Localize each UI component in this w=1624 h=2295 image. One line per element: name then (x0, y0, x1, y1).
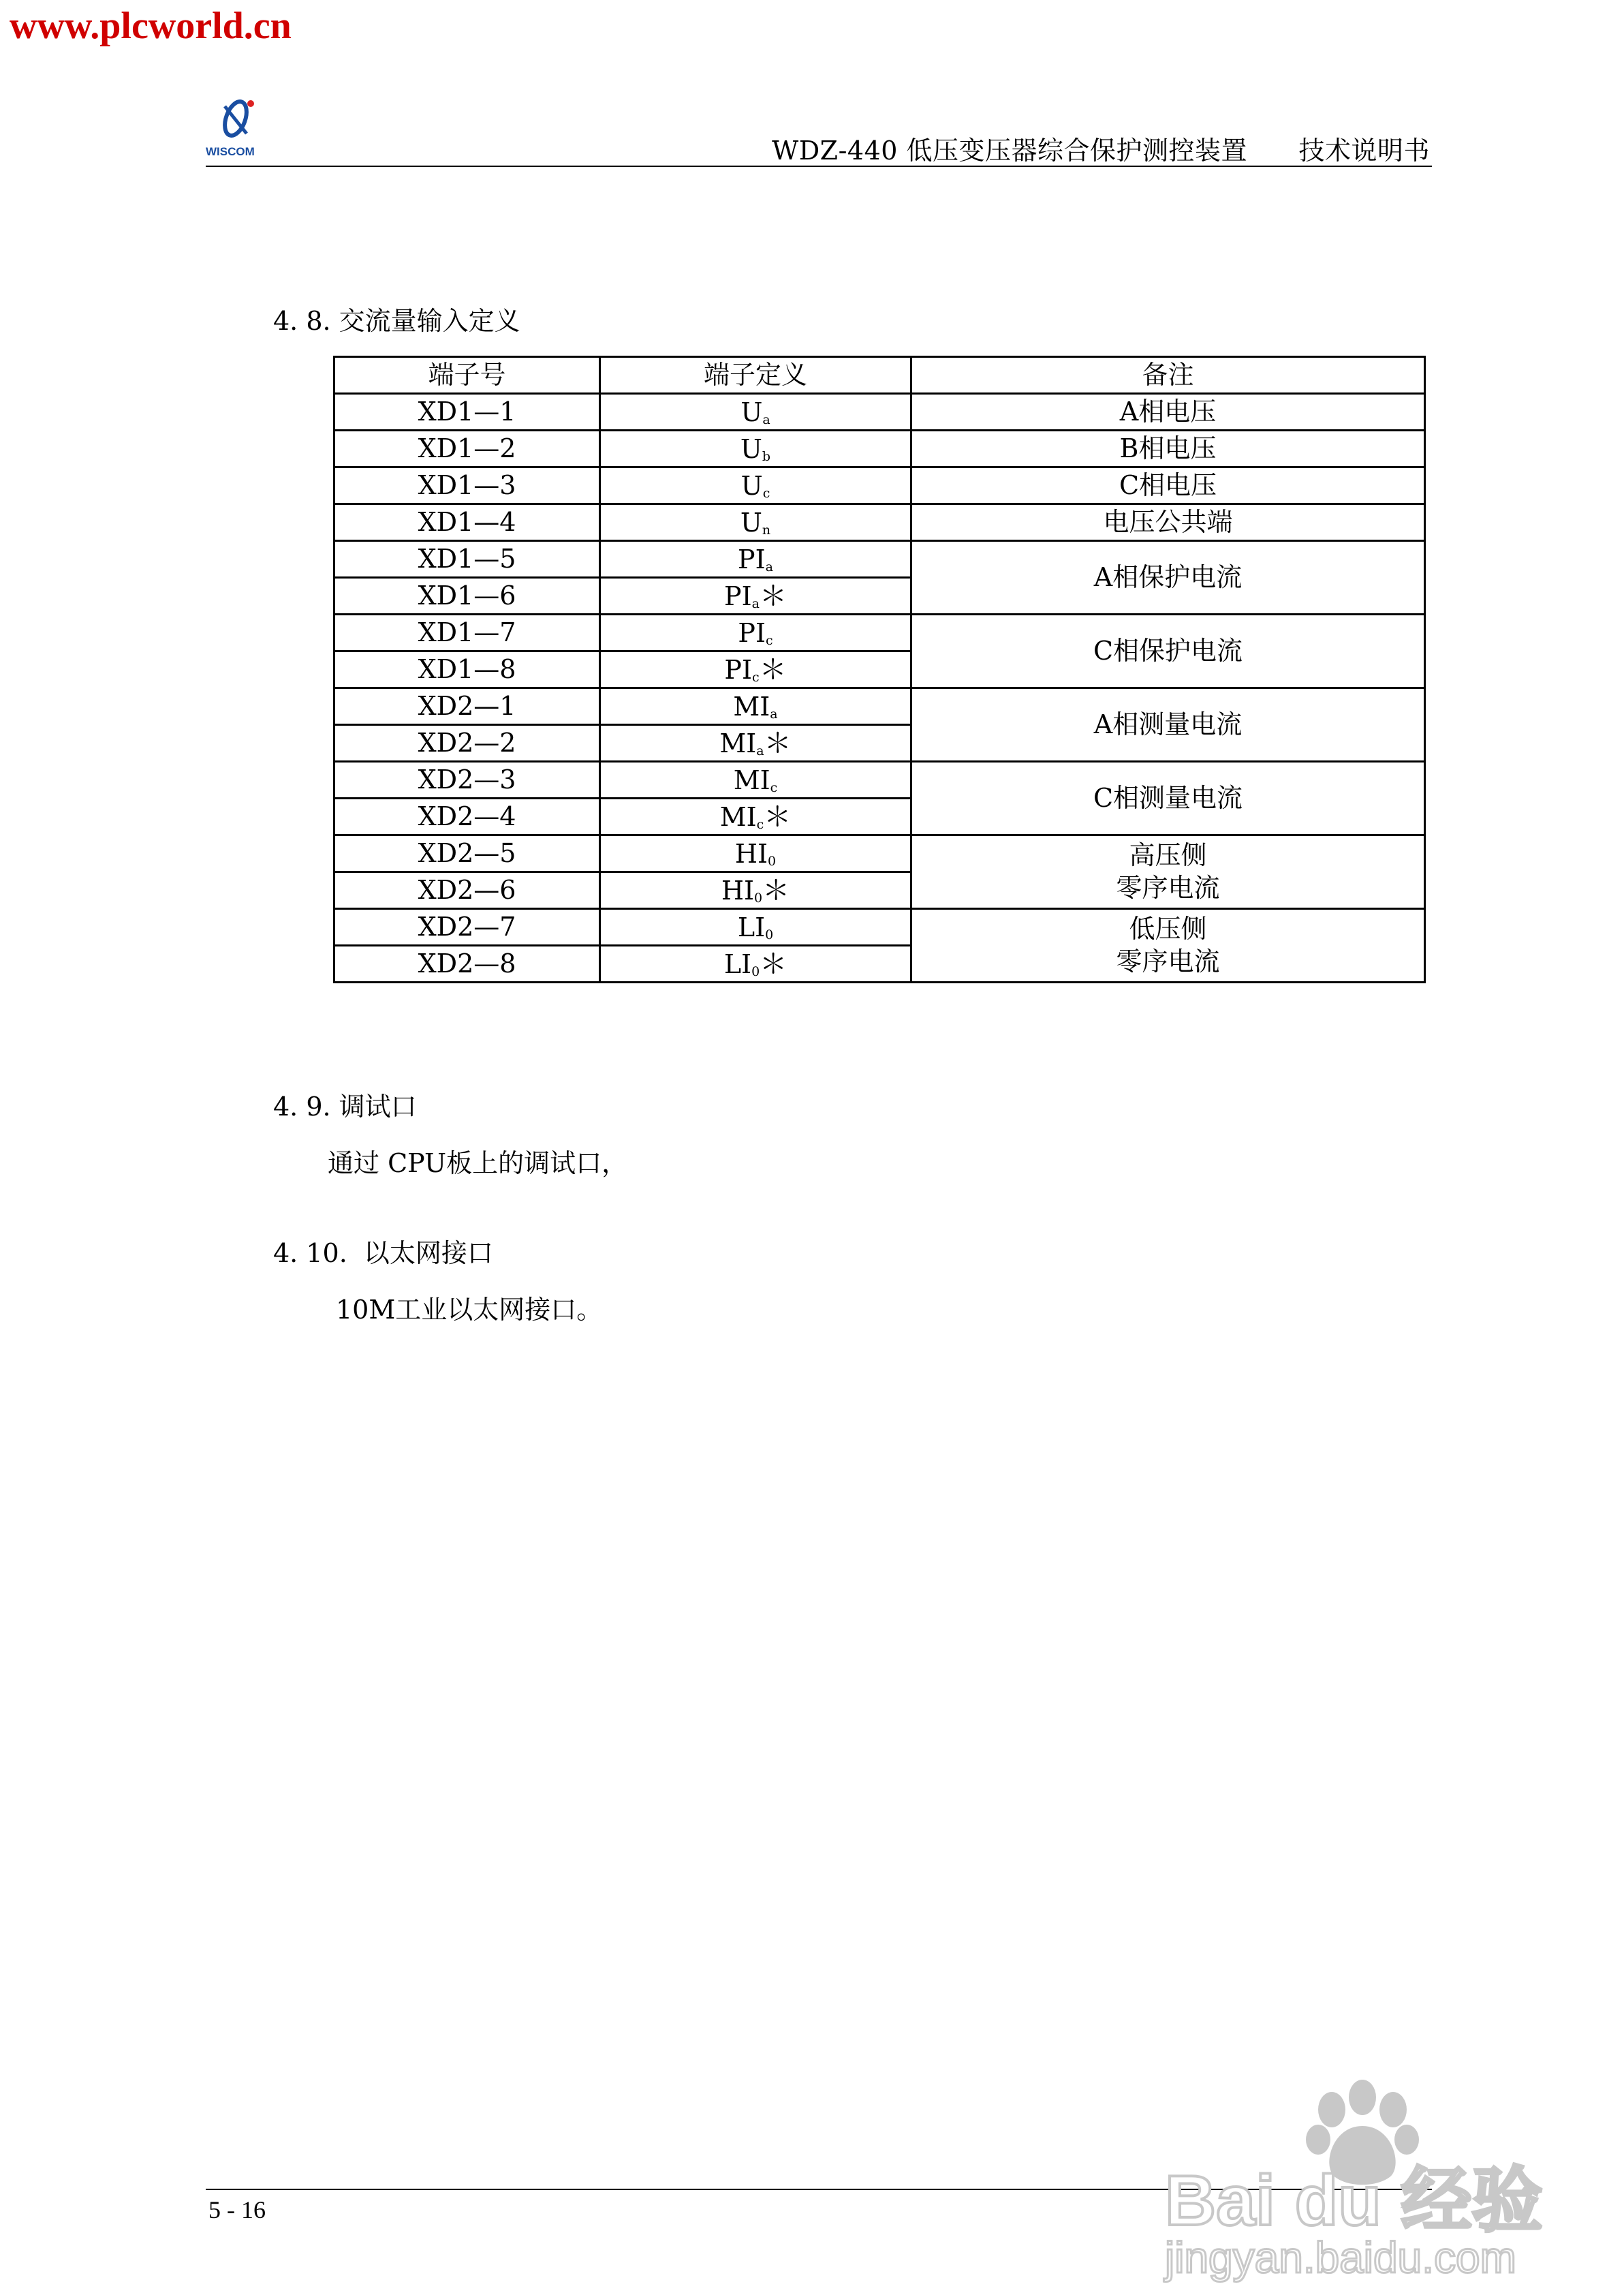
note-cell: A相保护电流 (911, 541, 1425, 615)
definition-cell: $MI_a$ (600, 688, 911, 725)
terminal-cell: XD1—2 (334, 431, 600, 467)
definition-cell: $HI_0$ (600, 835, 911, 872)
wiscom-logo-icon (204, 95, 270, 161)
terminal-cell: XD2—7 (334, 909, 600, 946)
note-cell: C相保护电流 (911, 615, 1425, 688)
table-row (334, 688, 1425, 725)
note-cell: A相测量电流 (911, 688, 1425, 762)
table-row (334, 909, 1425, 946)
section-body-4-9: 通过 CPU板上的调试口， (328, 1148, 628, 1178)
definition-cell: $PI_c*$ (600, 651, 911, 688)
definition-cell: $LI_0*$ (600, 946, 911, 983)
terminal-cell: XD2—5 (334, 835, 600, 872)
terminal-cell: XD2—8 (334, 946, 600, 983)
terminal-cell: XD2—4 (334, 799, 600, 835)
watermark-url: jingyan.baidu.com (1165, 2233, 1516, 2282)
header-divider (206, 166, 1432, 167)
note-cell: C相测量电流 (911, 762, 1425, 835)
header-definition: 端子定义 (600, 357, 911, 394)
note-cell: 电压公共端 (911, 504, 1425, 541)
baidu-jingyan-watermark (1151, 2065, 1560, 2283)
definition-cell: $U_c$ (600, 467, 911, 504)
table-row (334, 431, 1425, 467)
note-cell: 高压侧 零序电流 (911, 835, 1425, 909)
terminal-cell: XD1—5 (334, 541, 600, 578)
definition-cell: $PI_c$ (600, 615, 911, 651)
terminal-cell: XD2—1 (334, 688, 600, 725)
note-cell: C相电压 (911, 467, 1425, 504)
note-cell: 低压侧 零序电流 (911, 909, 1425, 983)
table-row (334, 541, 1425, 578)
definition-cell: $PI_a$ (600, 541, 911, 578)
terminal-cell: XD2—6 (334, 872, 600, 909)
definition-cell: $U_a$ (600, 394, 911, 431)
header-note: 备注 (911, 357, 1425, 394)
logo-text: WISCOM (206, 145, 255, 158)
definition-cell: $U_b$ (600, 431, 911, 467)
section-body-4-10: 10M工业以太网接口。 (336, 1295, 603, 1325)
section-heading-4-8: 4. 8. 交流量输入定义 (273, 306, 520, 336)
table-row (334, 835, 1425, 872)
definition-cell: $MI_c*$ (600, 799, 911, 835)
table-row (334, 504, 1425, 541)
header-terminal: 端子号 (334, 357, 600, 394)
definition-cell: $MI_c$ (600, 762, 911, 799)
site-link[interactable]: www.plcworld.cn (10, 5, 292, 47)
terminal-cell: XD1—3 (334, 467, 600, 504)
definition-cell: $U_n$ (600, 504, 911, 541)
definition-cell: $HI_0*$ (600, 872, 911, 909)
terminal-cell: XD1—6 (334, 578, 600, 615)
terminal-cell: XD1—1 (334, 394, 600, 431)
table-row (334, 762, 1425, 799)
header-title: WDZ-440 低压变压器综合保护测控装置 技术说明书 (772, 136, 1430, 166)
table-row (334, 394, 1425, 431)
note-cell: B相电压 (911, 431, 1425, 467)
terminal-cell: XD2—2 (334, 725, 600, 762)
table-row (334, 615, 1425, 651)
section-heading-4-10: 4. 10. 以太网接口 (273, 1238, 493, 1268)
table-row (334, 467, 1425, 504)
note-cell: A相电压 (911, 394, 1425, 431)
terminal-cell: XD1—8 (334, 651, 600, 688)
terminal-cell: XD1—4 (334, 504, 600, 541)
terminal-cell: XD2—3 (334, 762, 600, 799)
watermark-brand: Bai du 经验 (1165, 2161, 1543, 2240)
section-heading-4-9: 4. 9. 调试口 (273, 1092, 417, 1122)
table-header-row (334, 357, 1425, 394)
terminal-cell: XD1—7 (334, 615, 600, 651)
ac-input-table (333, 356, 1426, 983)
definition-cell: $PI_a*$ (600, 578, 911, 615)
definition-cell: $LI_0$ (600, 909, 911, 946)
definition-cell: $MI_a*$ (600, 725, 911, 762)
page-number: 5 - 16 (208, 2196, 266, 2223)
